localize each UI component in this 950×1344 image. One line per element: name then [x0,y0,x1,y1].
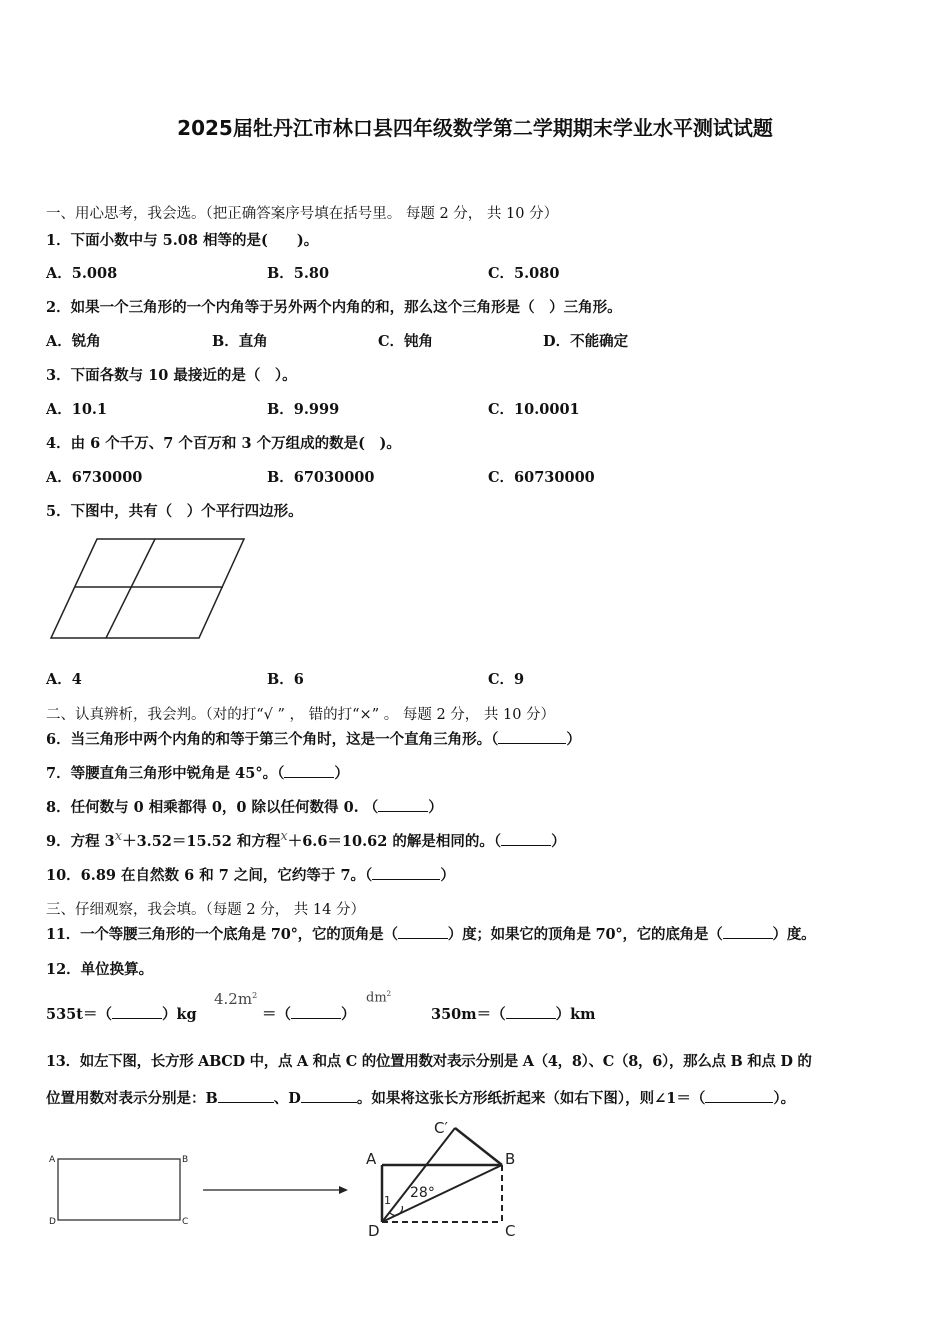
q12-blank-1[interactable] [112,1018,162,1019]
q3-option-b: B．9.999 [267,401,340,418]
label-a: A [49,1155,56,1165]
section-3-heading: 三、仔细观察，我会填。（每题 2 分， 共 14 分） [46,902,365,918]
parallelogram-figure [46,535,250,643]
q12-dm-unit [366,990,391,1005]
label-d: D [49,1217,56,1227]
q5-option-a: A．4 [46,671,82,688]
question-10 [46,864,455,885]
q10-blank[interactable] [372,879,440,880]
q5-option-c: C．9 [488,671,525,688]
q9-part2: ＋3.52＝15.52 和方程 [122,833,281,850]
q13-blank-d[interactable] [301,1102,357,1103]
q12-item-2-end: ） [341,1006,356,1023]
q8-blank[interactable] [378,811,428,812]
q5-option-b: B．6 [267,671,304,688]
q9-blank[interactable] [501,845,551,846]
label-angle-28: 28° [410,1185,435,1201]
q12-blank-3[interactable] [506,1018,556,1019]
q7-end: ） [334,765,349,782]
q12-item-1-end: ）kg [161,1006,197,1023]
q12-dm-text: dm [366,990,387,1006]
arrow-right-icon [203,1183,349,1197]
q10-text: 10．6.89 在自然数 6 和 7 之间，它约等于 7。（ [46,867,373,884]
q12-blank-2[interactable] [291,1018,341,1019]
question-13-line-2 [46,1087,795,1108]
section-1-heading: 一、用心思考，我会选。（把正确答案序号填在括号里。 每题 2 分， 共 10 分） [46,206,559,222]
label-b-folded: B [505,1150,516,1168]
question-13-line-1: 13．如左下图，长方形 ABCD 中，点 A 和点 C 的位置用数对表示分别是 A（4，8）、C（8，6），那么点 B 和点 D 的 [46,1053,812,1070]
q1-option-c: C．5.080 [488,265,560,282]
question-2: 2．如果一个三角形的一个内角等于另外两个内角的和，那么这个三角形是（ ）三角形。 [46,299,622,316]
q13-text-c: 。如果将这张长方形纸折起来（如右下图），则∠1＝（ [356,1090,706,1107]
label-c-folded: C [505,1222,516,1240]
q12-item-3-end: ）km [555,1006,596,1023]
label-angle-1: 1 [384,1194,391,1207]
q12-area-value [214,990,257,1008]
q9-variable-1: x [114,829,123,844]
label-d-folded: D [368,1222,380,1240]
question-11 [46,923,815,944]
question-7 [46,762,349,783]
question-1: 1．下面小数中与 5.08 相等的是( )。 [46,232,319,249]
q11-part3: ）度。 [772,926,816,943]
q13-text-d: ）。 [773,1090,796,1107]
q13-blank-b[interactable] [218,1102,274,1103]
q9-part3: ＋6.6＝10.62 的解是相同的。（ [287,833,502,850]
question-12: 12．单位换算。 [46,961,154,978]
rectangle-abcd-figure [44,1148,204,1232]
q13-text-b: 、D [273,1090,301,1107]
q12-dm-exp: 2 [386,990,392,998]
q6-text: 6．当三角形中两个内角的和等于第三个角时，这是一个直角三角形。（ [46,731,499,748]
question-8 [46,796,443,817]
q11-part2: ）度；如果它的顶角是 70°，它的底角是（ [447,926,723,943]
label-b: B [182,1155,189,1165]
q2-option-a: A．锐角 [46,333,101,350]
section-2-heading: 二、认真辨析，我会判。（对的打“√ ” ， 错的打“×” 。 每题 2 分， 共 10 分） [46,707,556,723]
q11-blank-1[interactable] [398,938,448,939]
question-6 [46,728,581,749]
q9-part1: 9．方程 3 [46,833,115,850]
q12-area-number: 4.2m [214,990,253,1008]
q2-option-b: B．直角 [212,333,268,350]
question-3: 3．下面各数与 10 最接近的是（ ）。 [46,367,297,384]
q12-item-2 [262,1003,356,1024]
folded-rectangle-figure [360,1114,530,1244]
q8-end: ） [428,799,443,816]
q13-blank-angle[interactable] [705,1102,773,1103]
question-4: 4．由 6 个千万、7 个百万和 3 个万组成的数是( )。 [46,435,401,452]
q11-blank-2[interactable] [723,938,773,939]
question-9 [46,830,566,851]
q6-blank[interactable] [498,743,566,744]
q12-item-3 [431,1003,596,1024]
q6-end: ） [566,731,581,748]
q1-option-a: A．5.008 [46,265,118,282]
q7-blank[interactable] [284,777,334,778]
q4-option-c: C．60730000 [488,469,595,486]
q9-variable-2: x [280,829,288,844]
q12-item-1 [46,1003,197,1024]
q13-text-a: 位置用数对表示分别是：B [46,1090,218,1107]
page-title: 2025届牡丹江市林口县四年级数学第二学期期末学业水平测试试题 [177,116,773,140]
q12-item-3-start: 350m＝（ [431,1006,506,1023]
q3-option-a: A．10.1 [46,401,108,418]
label-a-folded: A [366,1150,377,1168]
q8-text: 8．任何数与 0 相乘都得 0，0 除以任何数得 0. （ [46,799,379,816]
label-c-prime: C′ [434,1119,448,1137]
q12-item-2-start: ＝（ [262,1006,291,1023]
q12-item-1-start: 535t＝（ [46,1006,112,1023]
q2-option-c: C．钝角 [378,333,434,350]
q11-part1: 11．一个等腰三角形的一个底角是 70°，它的顶角是（ [46,926,398,943]
q9-end: ） [551,833,566,850]
q12-area-exp: 2 [252,991,258,1000]
q3-option-c: C．10.0001 [488,401,580,418]
q2-option-d: D．不能确定 [543,333,629,350]
question-5: 5．下图中，共有（ ）个平行四边形。 [46,503,303,520]
q10-end: ） [440,867,455,884]
q4-option-b: B．67030000 [267,469,375,486]
q4-option-a: A．6730000 [46,469,143,486]
q1-option-b: B．5.80 [267,265,330,282]
label-c: C [182,1217,189,1227]
q7-text: 7．等腰直角三角形中锐角是 45°。（ [46,765,285,782]
